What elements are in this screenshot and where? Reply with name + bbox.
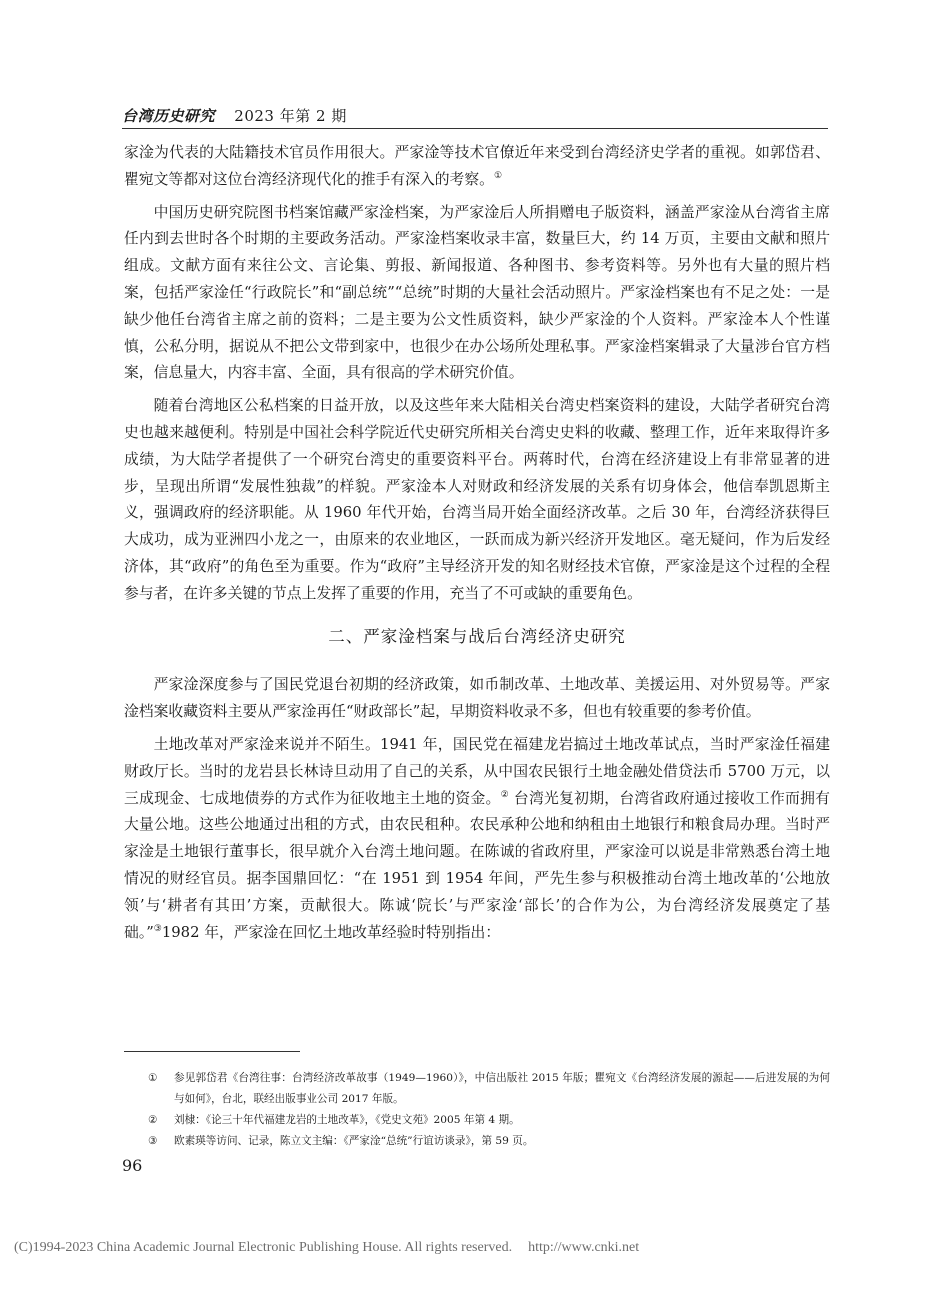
footnote-text: 欧素瑛等访问、记录，陈立文主编：《严家淦“总统”行谊访谈录》，第 59 页。 xyxy=(174,1135,534,1147)
footnote-item xyxy=(124,1131,830,1152)
footnote-ref[interactable]: ③ xyxy=(153,923,162,934)
footnote-number: ② xyxy=(148,1114,158,1126)
cnki-link[interactable]: http://www.cnki.net xyxy=(528,1240,640,1255)
paragraph: 严家淦深度参与了国民党退台初期的经济政策，如币制改革、土地改革、美援运用、对外贸易等。严家淦档案收藏资料主要从严家淦再任“财政部长”起，早期资料收录不多，但也有较重要的参考价值。 xyxy=(124,676,830,721)
article-body xyxy=(124,140,830,952)
page-number: 96 xyxy=(122,1156,143,1175)
footnote-number: ① xyxy=(148,1072,158,1084)
footnote-ref[interactable]: ② xyxy=(500,789,509,800)
footnote-text: 参见郭岱君《台湾往事：台湾经济改革故事（1949—1960）》，中信出版社 2015 年版；瞿宛文《台湾经济发展的源起——后进发展的为何与如何》，台北，联经出版事业公司 2017 年版。 xyxy=(174,1072,830,1105)
issue-label: 2023 年第 2 期 xyxy=(234,107,347,125)
footnote-divider xyxy=(124,1051,300,1052)
footnote-item xyxy=(124,1068,830,1110)
paragraph: 随着台湾地区公私档案的日益开放，以及这些年来大陆相关台湾史档案资料的建设，大陆学者研究台湾史也越来越便利。特别是中国社会科学院近代史研究所相关台湾史史料的收藏、整理工作，近年来取得许多成绩，为大陆学者提供了一个研究台湾史的重要资料平台。两蒋时代，台湾在经济建设上有非常显著的进步，呈现出所谓“发展性独裁”的样貌。严家淦本人对财政和经济发展的关系有切身体会，他信奉凯恩斯主义，强调政府的经济职能。从 1960 年代开始，台湾当局开始全面经济改革。之后 30 年，台湾经济获得巨大成功，成为亚洲四小龙之一，由原来的农业地区，一跃而成为新兴经济开发地区。毫无疑问，作为后发经济体，其“政府”的角色至为重要。作为“政府”主导经济开发的知名财经技术官僚，严家淦是这个过程的全程参与者，在许多关键的节点上发挥了重要的作用，充当了不可或缺的重要角色。 xyxy=(124,397,830,602)
journal-title: 台湾历史研究 xyxy=(122,107,216,125)
paragraph: 家淦为代表的大陆籍技术官员作用很大。严家淦等技术官僚近年来受到台湾经济史学者的重视。如郭岱君、瞿宛文等都对这位台湾经济现代化的推手有深入的考察。① xyxy=(124,144,830,188)
running-header xyxy=(122,105,826,126)
header-divider xyxy=(122,128,828,129)
copyright-text: (C)1994-2023 China Academic Journal Electronic Publishing House. All rights reserved. xyxy=(14,1240,513,1255)
section-heading: 二、严家淦档案与战后台湾经济史研究 xyxy=(328,626,626,646)
paragraph: 土地改革对严家淦来说并不陌生。1941 年，国民党在福建龙岩搞过土地改革试点，当时严家淦任福建财政厅长。当时的龙岩县长林诗旦动用了自己的关系，从中国农民银行土地金融处借贷法币 5700 万元，以三成现金、七成地债券的方式作为征收地主土地的资金。② 台湾光复初期，台湾省政府通过接收工作而拥有大量公地。这些公地通过出租的方式，由农民租种。农民承种公地和纳租由土地银行和粮食局办理。当时严家淦是土地银行董事长，很早就介入台湾土地问题。在陈诚的省政府里，严家淦可以说是非常熟悉台湾土地情况的财经官员。据李国鼎回忆：“在 1951 到 1954 年间，严先生参与积极推动台湾土地改革的‘公地放领’与‘耕者有其田’方案，贡献很大。陈诚‘院长’与严家淦‘部长’的合作为公，为台湾经济发展奠定了基础。”③1982 年，严家淦在回忆土地改革经验时特别指出： xyxy=(124,735,830,941)
footnote-text: 刘棣：《论三十年代福建龙岩的土地改革》，《党史文苑》2005 年第 4 期。 xyxy=(174,1114,520,1126)
copyright-line xyxy=(14,1240,934,1256)
footnote-item xyxy=(124,1110,830,1131)
paragraph: 中国历史研究院图书档案馆藏严家淦档案，为严家淦后人所捐赠电子版资料，涵盖严家淦从台湾省主席任内到去世时各个时期的主要政务活动。严家淦档案收录丰富，数量巨大，约 14 万页，主要由文献和照片组成。文献方面有来往公文、言论集、剪报、新闻报道、各种图书、参考资料等。另外也有大量的照片档案，包括严家淦任“行政院长”和“副总统”“总统”时期的大量社会活动照片。严家淦档案也有不足之处：一是缺少他任台湾省主席之前的资料；二是主要为公文性质资料，缺少严家淦的个人资料。严家淦本人个性谨慎，公私分明，据说从不把公文带到家中，也很少在办公场所处理私事。严家淦档案辑录了大量涉台官方档案，信息量大，内容丰富、全面，具有很高的学术研究价值。 xyxy=(124,203,830,382)
footnote-ref[interactable]: ① xyxy=(493,170,503,181)
footnote-number: ③ xyxy=(148,1135,158,1147)
footnotes xyxy=(124,1068,830,1152)
